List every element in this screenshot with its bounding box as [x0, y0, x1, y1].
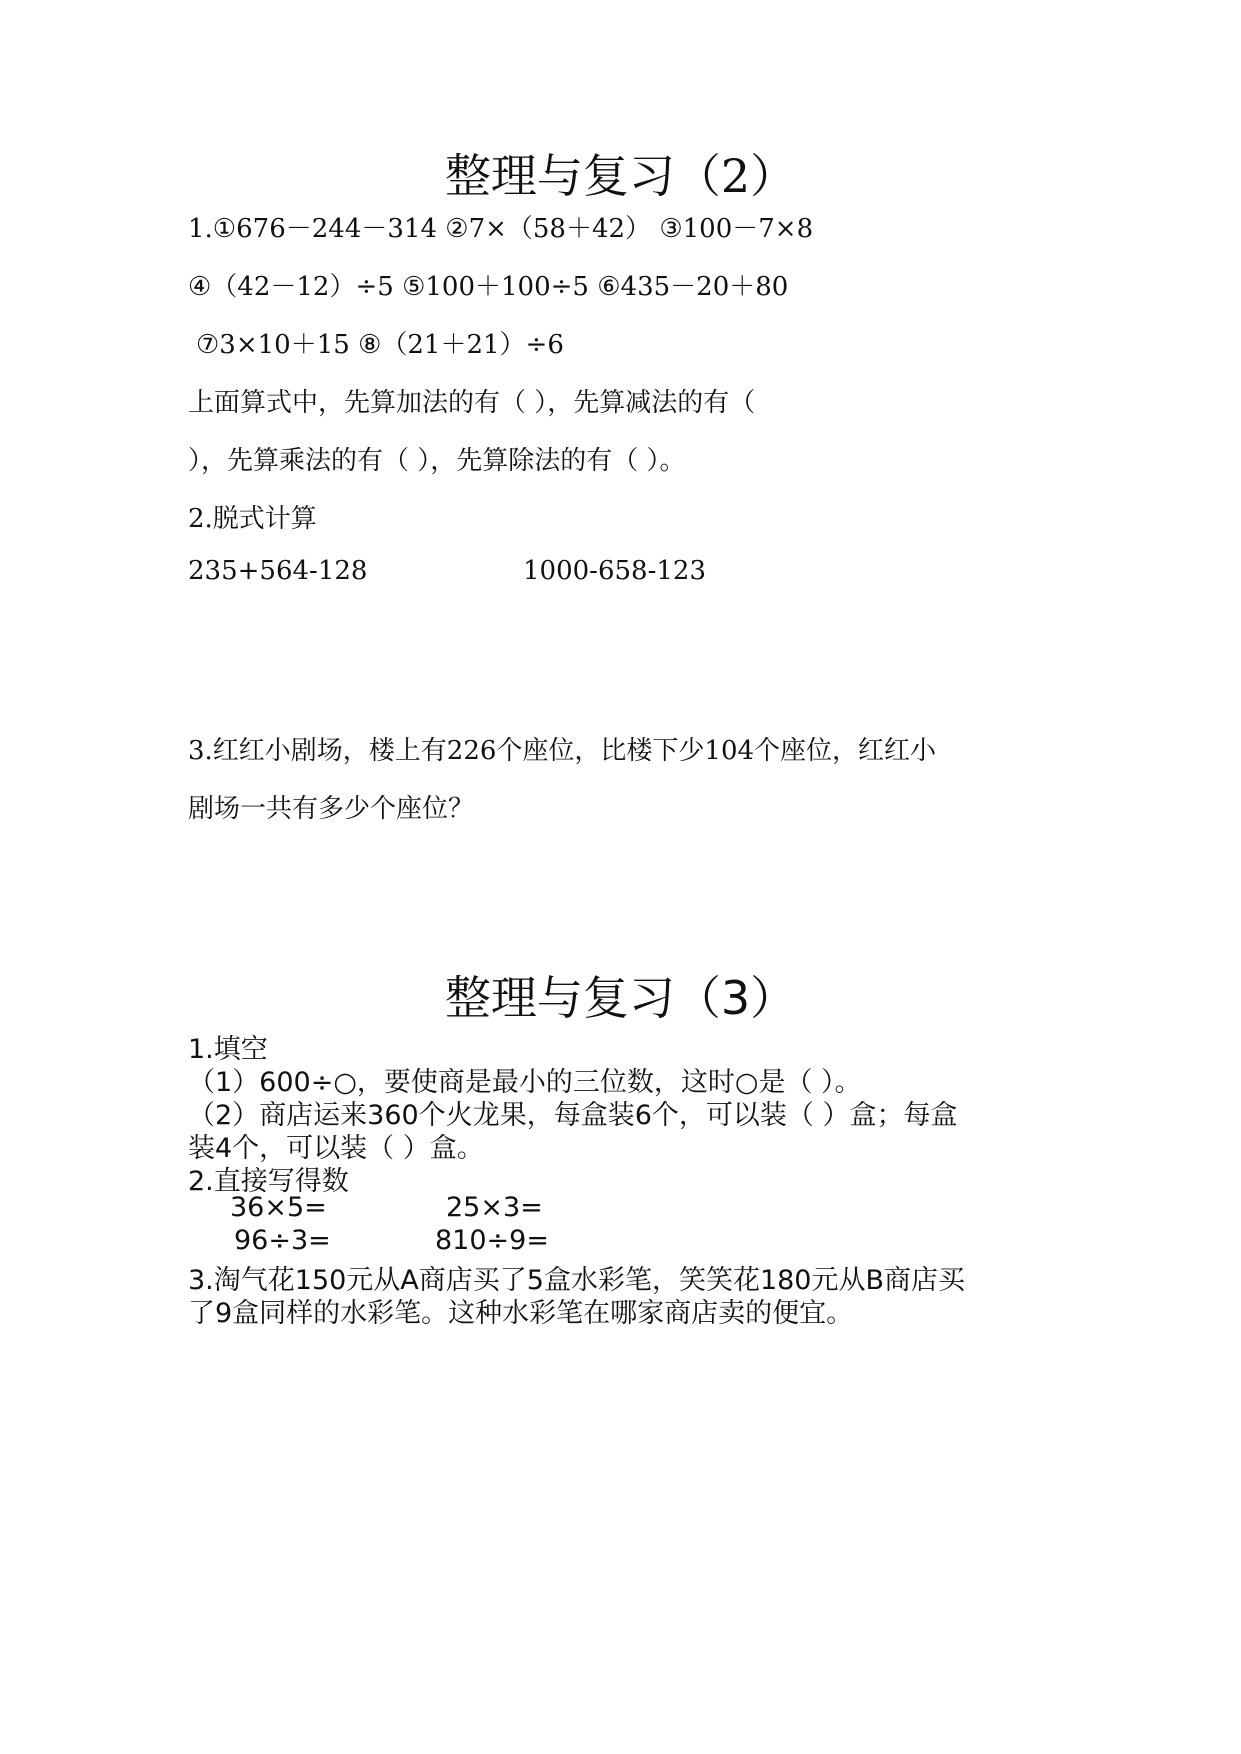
s3-q2-heading: 2.直接写得数 — [188, 1166, 349, 1197]
s2-q1-line4: 上面算式中，先算加法的有（ ），先算减法的有（ — [188, 388, 756, 418]
s2-q2-expr-b: 1000-658-123 — [523, 556, 706, 586]
s3-q2-a: 36×5= — [230, 1192, 327, 1223]
s3-q1-item2b: 装4个，可以装（ ）盒。 — [188, 1133, 484, 1164]
s2-q2-expr-a: 235+564-128 — [188, 556, 368, 586]
s2-q2-heading: 2.脱式计算 — [188, 504, 317, 534]
section3-title: 整理与复习（3） — [444, 971, 797, 1025]
s3-q1-item2a: （2）商店运来360个火龙果，每盒装6个，可以装（ ）盒；每盒 — [188, 1100, 958, 1131]
s2-q1-line1: 1.①676－244－314 ②7×（58＋42） ③100－7×8 — [188, 214, 814, 244]
s3-q2-c: 96÷3= — [234, 1225, 331, 1256]
s3-q1-item1: （1）600÷○，要使商是最小的三位数，这时○是（ ）。 — [188, 1067, 862, 1098]
s3-q2-b: 25×3= — [446, 1192, 543, 1223]
s3-q2-d: 810÷9= — [435, 1225, 549, 1256]
s2-q3-line1: 3.红红小剧场，楼上有226个座位，比楼下少104个座位，红红小 — [188, 736, 937, 766]
s3-q3-line2: 了9盒同样的水彩笔。这种水彩笔在哪家商店卖的便宜。 — [188, 1298, 854, 1329]
s3-q3-line1: 3.淘气花150元从A商店买了5盒水彩笔，笑笑花180元从B商店买 — [188, 1265, 966, 1296]
s2-q1-line3: ⑦3×10＋15 ⑧（21＋21）÷6 — [196, 330, 564, 360]
s2-q1-line5: ），先算乘法的有（ ），先算除法的有（ ）。 — [188, 446, 686, 476]
s2-q1-line2: ④（42－12）÷5 ⑤100＋100÷5 ⑥435－20＋80 — [188, 272, 789, 302]
s2-q3-line2: 剧场一共有多少个座位？ — [188, 794, 475, 824]
section2-title: 整理与复习（2） — [444, 149, 797, 203]
s3-q1-heading: 1.填空 — [188, 1034, 268, 1065]
